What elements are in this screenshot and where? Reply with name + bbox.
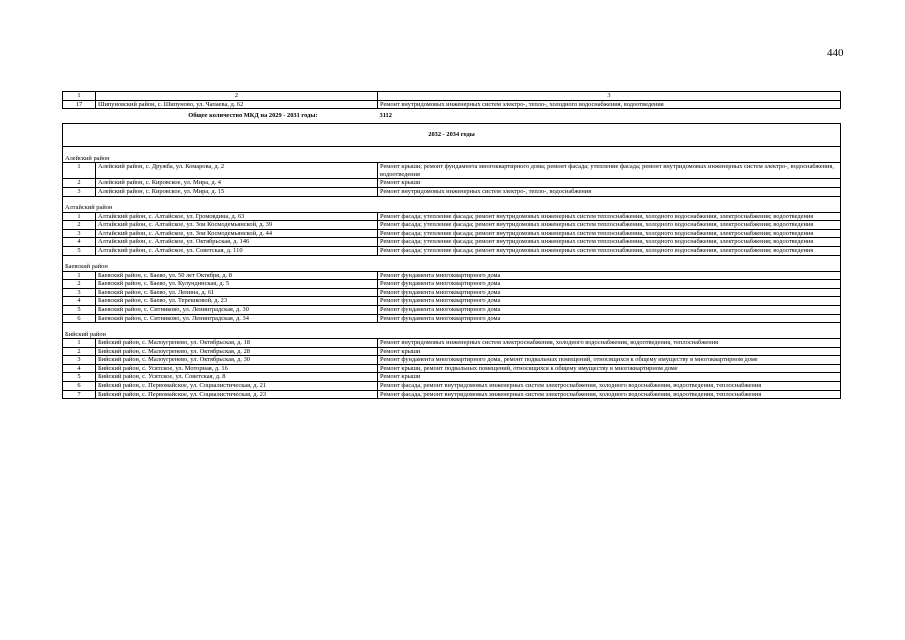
row-work: Ремонт внутридомовых инженерных систем электро-, тепло-, холодного водоснабжения, водоотведения: [378, 100, 841, 109]
row-number: 1: [63, 163, 96, 179]
row-work: Ремонт фасада; утепление фасада; ремонт внутридомовых инженерных систем теплоснабжения, холодного водоснабжения, электроснабжения; водоотведения: [378, 212, 841, 221]
row-number: 2: [63, 347, 96, 356]
row-work: Ремонт фундамента многоквартирного дома: [378, 280, 841, 289]
header-col-1: 1: [63, 92, 96, 101]
row-work: Ремонт фасада; утепление фасада; ремонт внутридомовых инженерных систем теплоснабжения, холодного водоснабжения, электроснабжения; водоотведения: [378, 221, 841, 230]
period-row: [63, 124, 841, 147]
row-work: Ремонт крыши: [378, 347, 841, 356]
row-work: Ремонт крыши: [378, 179, 841, 188]
district-header: [63, 255, 841, 271]
row-work: Ремонт фасада; утепление фасада; ремонт внутридомовых инженерных систем теплоснабжения, холодного водоснабжения, электроснабжения; водоотведения: [378, 238, 841, 247]
row-number: 3: [63, 187, 96, 196]
row-address: Алейский район, с. Кировское, ул. Мира, д. 15: [96, 187, 378, 196]
header-col-3: 3: [378, 92, 841, 101]
row-number: 5: [63, 246, 96, 255]
row-number: 5: [63, 305, 96, 314]
row-address: Бийский район, с. Малоугренево, ул. Октябрьская, д. 30: [96, 356, 378, 365]
header-col-2: 2: [96, 92, 378, 101]
table-row: [63, 339, 841, 348]
row-address: Алтайский район, с. Алтайское, ул. Советская, д. 110: [96, 246, 378, 255]
row-number: 5: [63, 373, 96, 382]
row-number: 3: [63, 356, 96, 365]
row-number: 6: [63, 314, 96, 323]
row-address: Баевский район, с. Баево, ул. 50 лет Октября, д. 8: [96, 271, 378, 280]
table-row: [63, 390, 841, 399]
row-address: Алейский район, с. Дружба, ул. Комарова, д. 2: [96, 163, 378, 179]
row-number: 4: [63, 238, 96, 247]
table-row: [63, 297, 841, 306]
row-address: Бийский район, с. Первомайское, ул. Социалистическая, д. 23: [96, 390, 378, 399]
total-label: Общее количество МКД на 2029 - 2031 годы:: [188, 112, 318, 120]
district-name: Баевский район: [63, 255, 841, 271]
row-number: 2: [63, 221, 96, 230]
page-number: 440: [827, 47, 844, 59]
table-row: [63, 271, 841, 280]
row-number: 7: [63, 390, 96, 399]
row-address: Баевский район, с. Ситниково, ул. Ленинградская, д. 34: [96, 314, 378, 323]
row-address: Бийский район, с. Малоугренево, ул. Октябрьская, д. 28: [96, 347, 378, 356]
district-header: [63, 196, 841, 212]
row-address: Баевский район, с. Баево, ул. Кулундинская, д. 5: [96, 280, 378, 289]
row-number: 4: [63, 297, 96, 306]
table-row: [63, 288, 841, 297]
row-number: 3: [63, 229, 96, 238]
table-row: [63, 305, 841, 314]
total-value: 3112: [379, 112, 392, 120]
row-address: Баевский район, с. Баево, ул. Терешковой, д. 23: [96, 297, 378, 306]
row-address: Алейский район, с. Кировское, ул. Мира, д. 4: [96, 179, 378, 188]
table-row: [63, 382, 841, 391]
row-number: 2: [63, 280, 96, 289]
row-address: Баевский район, с. Ситниково, ул. Ленинградская, д. 30: [96, 305, 378, 314]
table-row: [63, 347, 841, 356]
table-row: [63, 229, 841, 238]
district-header: [63, 147, 841, 163]
table-row: [63, 163, 841, 179]
table-row: [63, 364, 841, 373]
row-work: Ремонт фасада, ремонт внутридомовых инженерных систем электроснабжения, холодного водоснабжения, водоотведения, теплоснабжения: [378, 382, 841, 391]
table-row: [63, 212, 841, 221]
row-work: Ремонт фундамента многоквартирного дома: [378, 271, 841, 280]
row-work: Ремонт крыши, ремонт подвальных помещений, относящихся к общему имуществу в многоквартирном доме: [378, 364, 841, 373]
row-number: 3: [63, 288, 96, 297]
row-address: Бийский район, с. Малоугренево, ул. Октябрьская, д. 18: [96, 339, 378, 348]
capital-repair-table: [62, 91, 841, 399]
row-address: Алтайский район, с. Алтайское, ул. Громовдина, д. 63: [96, 212, 378, 221]
row-number: 1: [63, 339, 96, 348]
row-address: Бийский район, с. Усятское, ул. Советская, д. 8: [96, 373, 378, 382]
row-number: 4: [63, 364, 96, 373]
row-work: Ремонт фасада, ремонт внутридомовых инженерных систем электроснабжения, холодного водоснабжения, водоотведения, теплоснабжения: [378, 390, 841, 399]
row-work: Ремонт фундамента многоквартирного дома, ремонт подвальных помещений, относящихся к общему имуществу в многоквартирном доме: [378, 356, 841, 365]
row-number: 1: [63, 271, 96, 280]
row-work: Ремонт фасада; утепление фасада; ремонт внутридомовых инженерных систем теплоснабжения, холодного водоснабжения, электроснабжения; водоотведения: [378, 229, 841, 238]
table-row: [63, 314, 841, 323]
table-header-row: [63, 92, 841, 101]
table-row: [63, 238, 841, 247]
row-number: 2: [63, 179, 96, 188]
row-work: Ремонт крыши: [378, 373, 841, 382]
table-row: [63, 179, 841, 188]
district-name: Бийский район: [63, 323, 841, 339]
table-row: [63, 187, 841, 196]
row-address: Алтайский район, с. Алтайское, ул. Октябрьская, д. 146: [96, 238, 378, 247]
row-number: 1: [63, 212, 96, 221]
district-name: Алейский район: [63, 147, 841, 163]
row-address: Алтайский район, с. Алтайское, ул. Зои Космодемьянской, д. 39: [96, 221, 378, 230]
row-address: Бийский район, с. Первомайское, ул. Социалистическая, д. 21: [96, 382, 378, 391]
district-name: Алтайский район: [63, 196, 841, 212]
row-address: Баевский район, с. Баево, ул. Ленина, д. 61: [96, 288, 378, 297]
row-work: Ремонт внутридомовых инженерных систем электро-, тепло-, водоснабжения: [378, 187, 841, 196]
table-row: [63, 280, 841, 289]
row-work: Ремонт фундамента многоквартирного дома: [378, 297, 841, 306]
row-work: Ремонт фундамента многоквартирного дома: [378, 314, 841, 323]
row-number: 6: [63, 382, 96, 391]
row-number: 17: [63, 100, 96, 109]
row-address: Бийский район, с. Усятское, ул. Моторная, д. 16: [96, 364, 378, 373]
row-work: Ремонт фундамента многоквартирного дома: [378, 288, 841, 297]
row-work: Ремонт фундамента многоквартирного дома: [378, 305, 841, 314]
row-work: Ремонт фасада; утепление фасада; ремонт внутридомовых инженерных систем теплоснабжения, холодного водоснабжения, электроснабжения; водоотведения: [378, 246, 841, 255]
table-row: [63, 100, 841, 109]
table-row: [63, 373, 841, 382]
row-address: Алтайский район, с. Алтайское, ул. Зои Космодемьянской, д. 44: [96, 229, 378, 238]
row-work: Ремонт внутридомовых инженерных систем электроснабжения, холодного водоснабжения, водоотведения, теплоснабжения: [378, 339, 841, 348]
district-header: [63, 323, 841, 339]
table-row: [63, 221, 841, 230]
table-row: [63, 356, 841, 365]
period-heading: 2032 - 2034 годы: [63, 124, 841, 147]
row-address: Шипуновский район, с. Шипуново, ул. Чапаева, д. 62: [96, 100, 378, 109]
table-row: [63, 246, 841, 255]
total-row: [63, 109, 841, 124]
row-work: Ремонт крыши; ремонт фундамента многоквартирного дома; ремонт фасада; утепление фасада; ремонт внутридомовых инженерных систем электро-, водоснабжения, водоотведения: [378, 163, 841, 179]
